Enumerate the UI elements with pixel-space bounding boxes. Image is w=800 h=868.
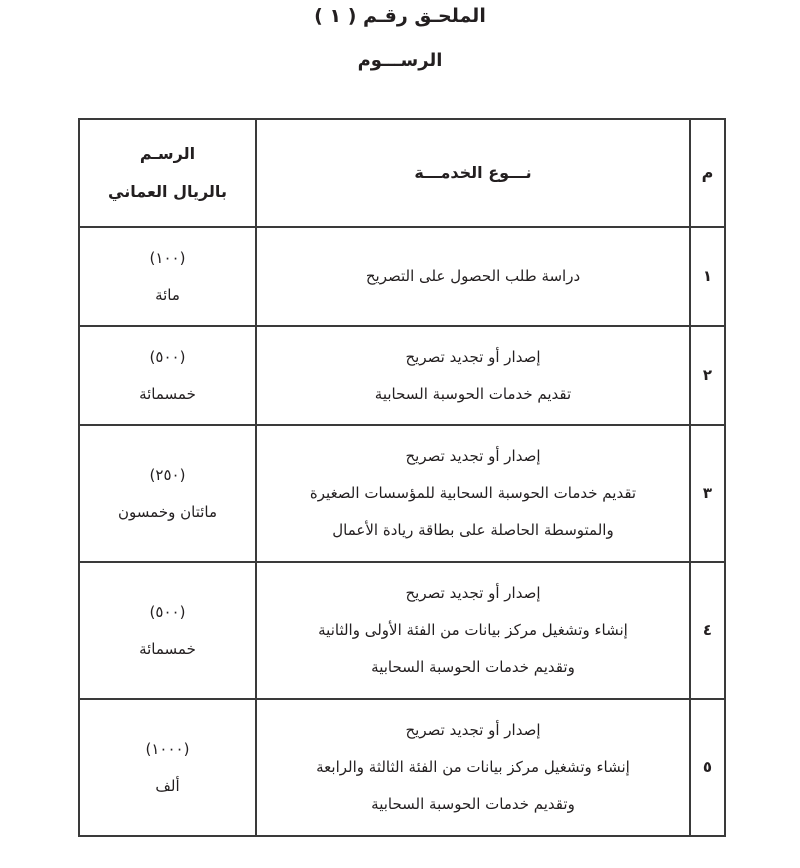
service-line: إنشاء وتشغيل مركز بيانات من الفئة الأولى والثانية (318, 621, 628, 639)
row-number: ٢ (690, 326, 725, 425)
fee-words: مائة (155, 285, 180, 304)
service-line: تقديم خدمات الحوسبة السحابية للمؤسسات الصغيرة (309, 484, 637, 502)
service-description (256, 562, 690, 699)
fee-number: (٢٥٠) (149, 465, 186, 484)
fee-cell (79, 227, 256, 326)
header-fee-line2: بالريال العماني (108, 182, 227, 201)
fees-subtitle: الرســـوم (357, 50, 443, 71)
appendix-title: الملحـق رقـم ( ١ ) (314, 5, 486, 27)
service-description (256, 227, 690, 326)
service-description (256, 326, 690, 425)
fee-cell (79, 425, 256, 562)
row-number: ٣ (690, 425, 725, 562)
table-header-row (79, 119, 725, 227)
table-row (79, 699, 725, 836)
service-line: تقديم خدمات الحوسبة السحابية (374, 384, 572, 403)
service-line: وتقديم خدمات الحوسبة السحابية (371, 658, 575, 676)
service-line: إصدار أو تجديد تصريح (405, 721, 541, 739)
fee-cell (79, 562, 256, 699)
table-row (79, 562, 725, 699)
service-line: إصدار أو تجديد تصريح (405, 584, 541, 602)
service-line: والمتوسطة الحاصلة على بطاقة ريادة الأعمال (332, 521, 614, 539)
fee-words: مائتان وخمسون (118, 502, 217, 521)
service-line: إصدار أو تجديد تصريح (405, 347, 541, 366)
fee-number: (٥٠٠) (149, 347, 186, 366)
table-row (79, 425, 725, 562)
header-number: م (690, 119, 725, 227)
header-fee-line1: الرسـم (139, 144, 196, 163)
fee-cell (79, 326, 256, 425)
table-row (79, 326, 725, 425)
fee-words: خمسمائة (139, 639, 196, 658)
service-line: دراسة طلب الحصول على التصريح (365, 267, 581, 285)
service-line: إصدار أو تجديد تصريح (405, 447, 541, 465)
service-description (256, 425, 690, 562)
fee-words: ألف (155, 776, 180, 795)
service-line: إنشاء وتشغيل مركز بيانات من الفئة الثالثة والرابعة (316, 758, 630, 776)
fee-cell (79, 699, 256, 836)
header-fee (79, 119, 256, 227)
fee-number: (١٠٠٠) (145, 739, 190, 758)
header-service-type: نـــوع الخدمـــة (256, 119, 690, 227)
row-number: ٤ (690, 562, 725, 699)
table-row (79, 227, 725, 326)
row-number: ٥ (690, 699, 725, 836)
fee-number: (١٠٠) (149, 248, 186, 267)
row-number: ١ (690, 227, 725, 326)
fee-words: خمسمائة (139, 384, 196, 403)
fees-table (78, 118, 726, 837)
service-line: وتقديم خدمات الحوسبة السحابية (371, 795, 575, 813)
service-description (256, 699, 690, 836)
fee-number: (٥٠٠) (149, 602, 186, 621)
